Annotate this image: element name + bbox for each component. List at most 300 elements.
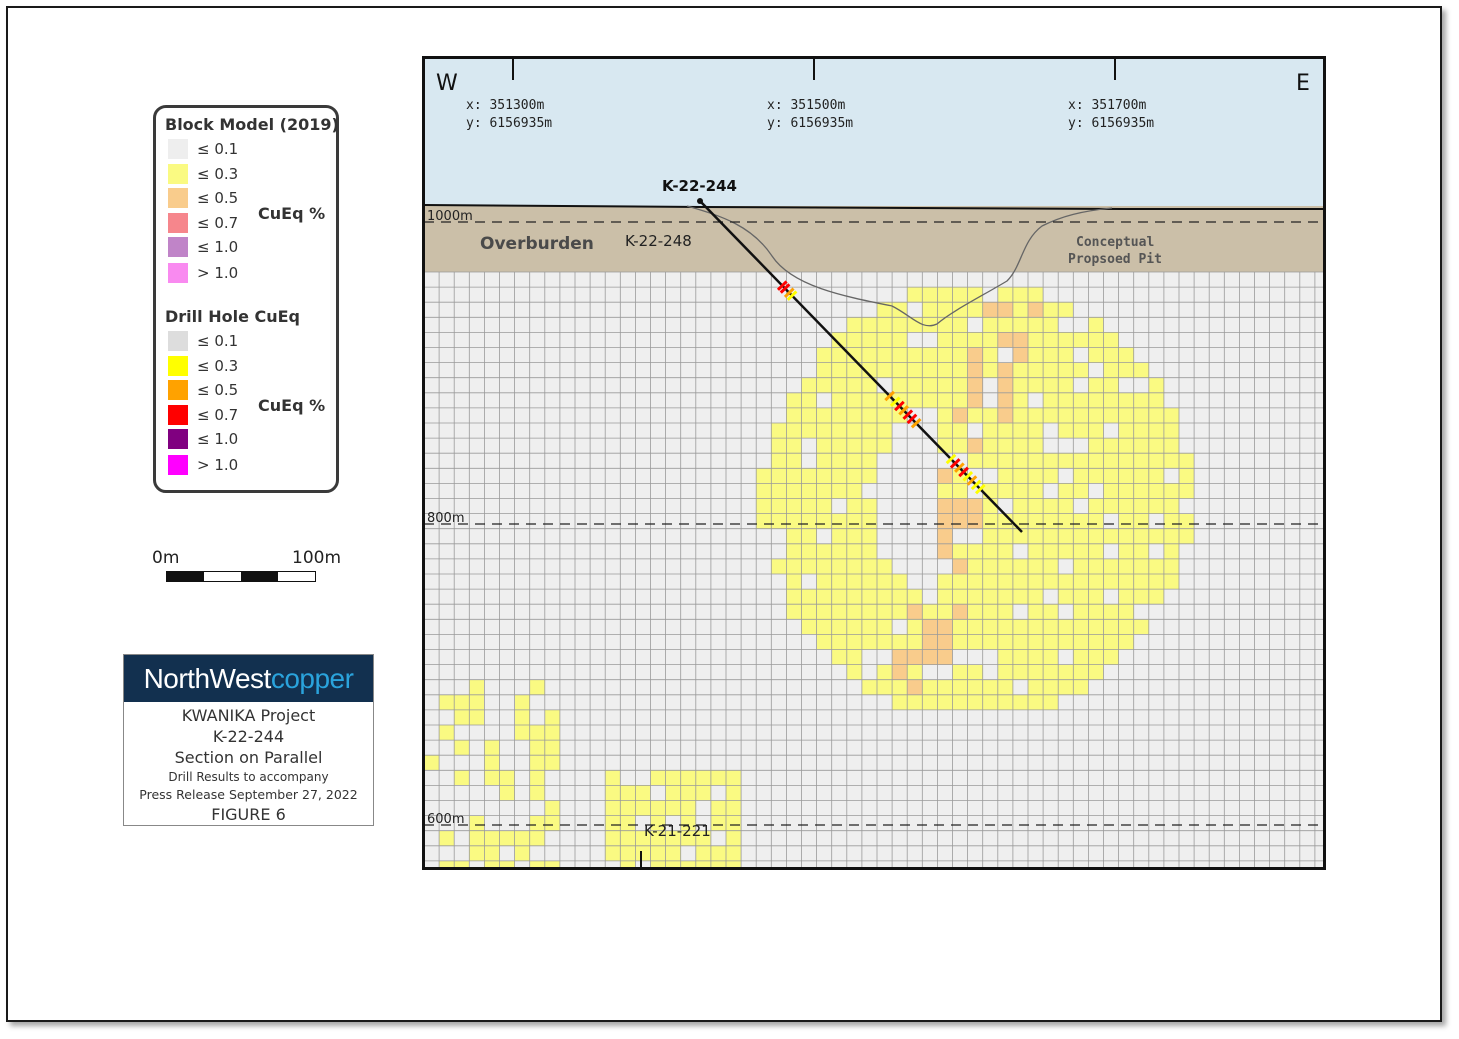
model-block (756, 514, 771, 529)
model-block (1028, 695, 1043, 710)
model-block (1058, 408, 1073, 423)
model-block (937, 589, 952, 604)
model-block (983, 680, 998, 695)
model-block (1104, 604, 1119, 619)
model-block (847, 619, 862, 634)
model-block (832, 559, 847, 574)
model-block (1043, 363, 1058, 378)
model-block (983, 589, 998, 604)
model-block (500, 770, 515, 785)
model-block (847, 544, 862, 559)
model-block (998, 529, 1013, 544)
model-block (756, 483, 771, 498)
model-block (1028, 287, 1043, 302)
model-block (1134, 574, 1149, 589)
drill-hole-legend-label: ≤ 0.3 (197, 357, 239, 375)
model-block (847, 514, 862, 529)
model-block (1058, 680, 1073, 695)
model-block (802, 408, 817, 423)
model-block (1119, 393, 1134, 408)
drill-hole-legend-item (168, 379, 238, 401)
model-block (968, 619, 983, 634)
model-block (877, 348, 892, 363)
model-block (998, 363, 1013, 378)
model-block (771, 499, 786, 514)
model-block (1058, 665, 1073, 680)
model-block (847, 650, 862, 665)
model-block (968, 332, 983, 347)
model-block (530, 725, 545, 740)
model-block (817, 453, 832, 468)
drill-hole-legend-label: ≤ 0.1 (197, 332, 239, 350)
model-block (786, 453, 801, 468)
model-block (605, 785, 620, 800)
model-block (1119, 408, 1134, 423)
model-block (922, 604, 937, 619)
model-block (953, 438, 968, 453)
project-name: KWANIKA Project (181, 706, 316, 725)
model-block (937, 499, 952, 514)
model-block (1119, 574, 1134, 589)
model-block (983, 363, 998, 378)
model-block (937, 695, 952, 710)
model-block (1073, 529, 1088, 544)
model-block (832, 604, 847, 619)
model-block (847, 634, 862, 649)
model-block (998, 317, 1013, 332)
model-block (1119, 604, 1134, 619)
model-block (802, 619, 817, 634)
model-block (1088, 468, 1103, 483)
model-block (1073, 619, 1088, 634)
model-block (1134, 393, 1149, 408)
model-block (1119, 589, 1134, 604)
model-block (832, 408, 847, 423)
west-label: W (436, 71, 458, 96)
model-block (953, 393, 968, 408)
model-block (530, 816, 545, 831)
model-block (1149, 438, 1164, 453)
model-block (1134, 514, 1149, 529)
model-block (1164, 529, 1179, 544)
model-block (1073, 559, 1088, 574)
model-block (877, 317, 892, 332)
model-block (696, 785, 711, 800)
scale-bar (166, 571, 316, 582)
model-block (862, 499, 877, 514)
model-block (1058, 574, 1073, 589)
model-block (983, 514, 998, 529)
model-block (1088, 634, 1103, 649)
model-block (1088, 317, 1103, 332)
model-block (530, 740, 545, 755)
model-block (1088, 604, 1103, 619)
model-block (1088, 332, 1103, 347)
model-block (1013, 483, 1028, 498)
model-block (1013, 665, 1028, 680)
model-block (998, 544, 1013, 559)
elevation-label-1000: 1000m (427, 209, 473, 224)
model-block (892, 650, 907, 665)
model-block (484, 755, 499, 770)
model-block (862, 619, 877, 634)
model-block (439, 695, 454, 710)
model-block (1134, 544, 1149, 559)
model-block (1043, 468, 1058, 483)
model-block (1149, 393, 1164, 408)
model-block (953, 499, 968, 514)
model-block (983, 408, 998, 423)
drill-hole-legend-item (168, 404, 238, 426)
model-block (832, 483, 847, 498)
model-block (1149, 483, 1164, 498)
model-block (817, 619, 832, 634)
model-block (968, 378, 983, 393)
model-block (817, 438, 832, 453)
model-block (771, 483, 786, 498)
pit-label-line-1: Conceptual (1076, 235, 1155, 250)
model-block (1088, 348, 1103, 363)
model-block (1073, 665, 1088, 680)
model-block (847, 589, 862, 604)
model-block (1104, 453, 1119, 468)
model-block (786, 559, 801, 574)
model-block (953, 348, 968, 363)
model-block (968, 574, 983, 589)
model-block (817, 483, 832, 498)
model-block (500, 831, 515, 846)
model-block (454, 740, 469, 755)
model-block (937, 348, 952, 363)
model-block (1119, 363, 1134, 378)
model-block (1013, 287, 1028, 302)
model-block (1134, 468, 1149, 483)
model-block (817, 468, 832, 483)
model-block (937, 408, 952, 423)
model-block (711, 846, 726, 861)
coord-y-3: y: 6156935m (1068, 116, 1155, 131)
title-block (123, 654, 374, 826)
model-block (953, 619, 968, 634)
model-block (817, 348, 832, 363)
model-block (771, 468, 786, 483)
block-model-swatch (168, 164, 188, 184)
model-block (1028, 574, 1043, 589)
model-block (968, 363, 983, 378)
model-block (1119, 499, 1134, 514)
model-block (983, 574, 998, 589)
model-block (1028, 348, 1043, 363)
model-block (1028, 589, 1043, 604)
model-block (1013, 559, 1028, 574)
model-block (817, 559, 832, 574)
model-block (953, 514, 968, 529)
model-block (877, 438, 892, 453)
model-block (983, 348, 998, 363)
model-block (681, 770, 696, 785)
model-block (968, 634, 983, 649)
model-block (862, 680, 877, 695)
model-block (771, 453, 786, 468)
model-block (832, 619, 847, 634)
model-block (1104, 438, 1119, 453)
coord-x-3: x: 351700m (1068, 98, 1147, 113)
model-block (1058, 363, 1073, 378)
model-block (1043, 332, 1058, 347)
model-block (1028, 468, 1043, 483)
model-block (907, 665, 922, 680)
model-block (953, 408, 968, 423)
model-block (817, 604, 832, 619)
model-block (998, 378, 1013, 393)
model-block (877, 665, 892, 680)
model-block (862, 393, 877, 408)
model-block (817, 499, 832, 514)
model-block (817, 423, 832, 438)
model-block (1028, 423, 1043, 438)
model-block (1043, 695, 1058, 710)
model-block (620, 846, 635, 861)
model-block (1043, 348, 1058, 363)
model-block (696, 846, 711, 861)
model-block (1013, 408, 1028, 423)
model-block (1028, 317, 1043, 332)
model-block (847, 453, 862, 468)
model-block (802, 604, 817, 619)
model-block (545, 816, 560, 831)
model-block (937, 317, 952, 332)
elevation-label-800: 800m (427, 511, 465, 526)
model-block (937, 423, 952, 438)
model-block (1013, 348, 1028, 363)
model-block (983, 302, 998, 317)
model-block (726, 816, 741, 831)
model-block (530, 755, 545, 770)
model-block (756, 468, 771, 483)
model-block (922, 680, 937, 695)
model-block (545, 755, 560, 770)
model-block (1073, 483, 1088, 498)
model-block (892, 363, 907, 378)
caption-line-2: Press Release September 27, 2022 (139, 787, 358, 802)
model-block (1164, 408, 1179, 423)
model-block (832, 634, 847, 649)
model-block (998, 574, 1013, 589)
model-block (862, 423, 877, 438)
model-block (877, 423, 892, 438)
model-block (711, 770, 726, 785)
model-block (998, 559, 1013, 574)
model-block (847, 665, 862, 680)
overburden-label: Overburden (480, 234, 594, 254)
model-block (937, 363, 952, 378)
model-block (817, 574, 832, 589)
drill-hole-swatch (168, 455, 188, 475)
model-block (545, 725, 560, 740)
model-block (1013, 363, 1028, 378)
model-block (1058, 499, 1073, 514)
drill-hole-legend-item (168, 454, 238, 476)
model-block (620, 831, 635, 846)
model-block (1164, 514, 1179, 529)
model-block (1104, 378, 1119, 393)
model-block (1104, 363, 1119, 378)
model-block (802, 529, 817, 544)
model-block (998, 287, 1013, 302)
model-block (802, 483, 817, 498)
model-block (1013, 589, 1028, 604)
model-block (1043, 665, 1058, 680)
model-block (1028, 559, 1043, 574)
model-block (862, 317, 877, 332)
model-block (1179, 514, 1194, 529)
model-block (892, 589, 907, 604)
model-block (1088, 665, 1103, 680)
model-block (651, 801, 666, 816)
model-block (832, 514, 847, 529)
model-block (817, 408, 832, 423)
model-block (862, 604, 877, 619)
model-block (817, 544, 832, 559)
model-block (1119, 423, 1134, 438)
hole-label-k-22-244: K-22-244 (662, 177, 737, 195)
model-block (802, 393, 817, 408)
section-canvas (422, 56, 1326, 870)
model-block (862, 514, 877, 529)
block-model-legend-item (168, 236, 238, 258)
model-block (786, 423, 801, 438)
model-block (832, 393, 847, 408)
model-block (1058, 634, 1073, 649)
model-block (998, 332, 1013, 347)
model-block (1013, 695, 1028, 710)
model-block (968, 680, 983, 695)
model-block (1028, 680, 1043, 695)
model-block (515, 831, 530, 846)
model-block (998, 695, 1013, 710)
model-block (1043, 378, 1058, 393)
drill-hole-legend-item (168, 428, 238, 450)
model-block (922, 348, 937, 363)
model-block (469, 710, 484, 725)
model-block (862, 453, 877, 468)
model-block (711, 801, 726, 816)
model-block (1073, 468, 1088, 483)
model-block (681, 785, 696, 800)
model-block (937, 514, 952, 529)
model-block (1043, 680, 1058, 695)
model-block (620, 816, 635, 831)
model-block (1088, 408, 1103, 423)
model-block (756, 499, 771, 514)
model-block (832, 468, 847, 483)
scale-start-label: 0m (152, 548, 180, 568)
model-block (953, 680, 968, 695)
drill-hole-swatch (168, 429, 188, 449)
model-block (998, 393, 1013, 408)
model-block (1013, 332, 1028, 347)
model-block (484, 770, 499, 785)
model-block (847, 438, 862, 453)
coord-y-2: y: 6156935m (767, 116, 854, 131)
model-block (862, 544, 877, 559)
model-block (922, 302, 937, 317)
model-block (1088, 650, 1103, 665)
model-block (968, 604, 983, 619)
model-block (1104, 559, 1119, 574)
hole-label-k-21-221: K-21-221 (644, 822, 711, 840)
model-block (953, 695, 968, 710)
model-block (1028, 302, 1043, 317)
model-block (892, 604, 907, 619)
model-block (1013, 619, 1028, 634)
model-block (998, 650, 1013, 665)
model-block (1013, 499, 1028, 514)
model-block (726, 785, 741, 800)
model-block (847, 604, 862, 619)
model-block (635, 785, 650, 800)
model-block (847, 468, 862, 483)
model-block (937, 483, 952, 498)
model-block (953, 483, 968, 498)
block-model-legend-item (168, 262, 238, 284)
model-block (968, 348, 983, 363)
model-block (666, 801, 681, 816)
model-block (1179, 483, 1194, 498)
block-model-legend-item (168, 212, 238, 234)
model-block (786, 408, 801, 423)
model-block (892, 317, 907, 332)
model-block (439, 831, 454, 846)
drill-hole-swatch (168, 380, 188, 400)
model-block (907, 680, 922, 695)
model-block (1088, 574, 1103, 589)
model-block (515, 710, 530, 725)
drill-hole-legend-label: ≤ 0.7 (197, 406, 239, 424)
model-block (907, 348, 922, 363)
model-block (998, 302, 1013, 317)
model-block (922, 650, 937, 665)
model-block (847, 483, 862, 498)
model-block (1058, 544, 1073, 559)
model-block (1043, 302, 1058, 317)
model-block (877, 589, 892, 604)
model-block (817, 589, 832, 604)
model-block (832, 423, 847, 438)
model-block (424, 755, 439, 770)
section-name: Section on Parallel (174, 748, 323, 767)
model-block (545, 710, 560, 725)
model-block (832, 438, 847, 453)
model-block (937, 604, 952, 619)
model-block (983, 438, 998, 453)
model-block (605, 846, 620, 861)
model-block (998, 453, 1013, 468)
model-block (953, 332, 968, 347)
model-block (968, 695, 983, 710)
model-block (892, 574, 907, 589)
model-block (1028, 604, 1043, 619)
model-block (786, 544, 801, 559)
model-block (1028, 408, 1043, 423)
model-block (666, 785, 681, 800)
model-block (1134, 408, 1149, 423)
model-block (1149, 378, 1164, 393)
model-block (1028, 650, 1043, 665)
model-block (469, 831, 484, 846)
model-block (1164, 499, 1179, 514)
scale-end-label: 100m (292, 548, 342, 568)
